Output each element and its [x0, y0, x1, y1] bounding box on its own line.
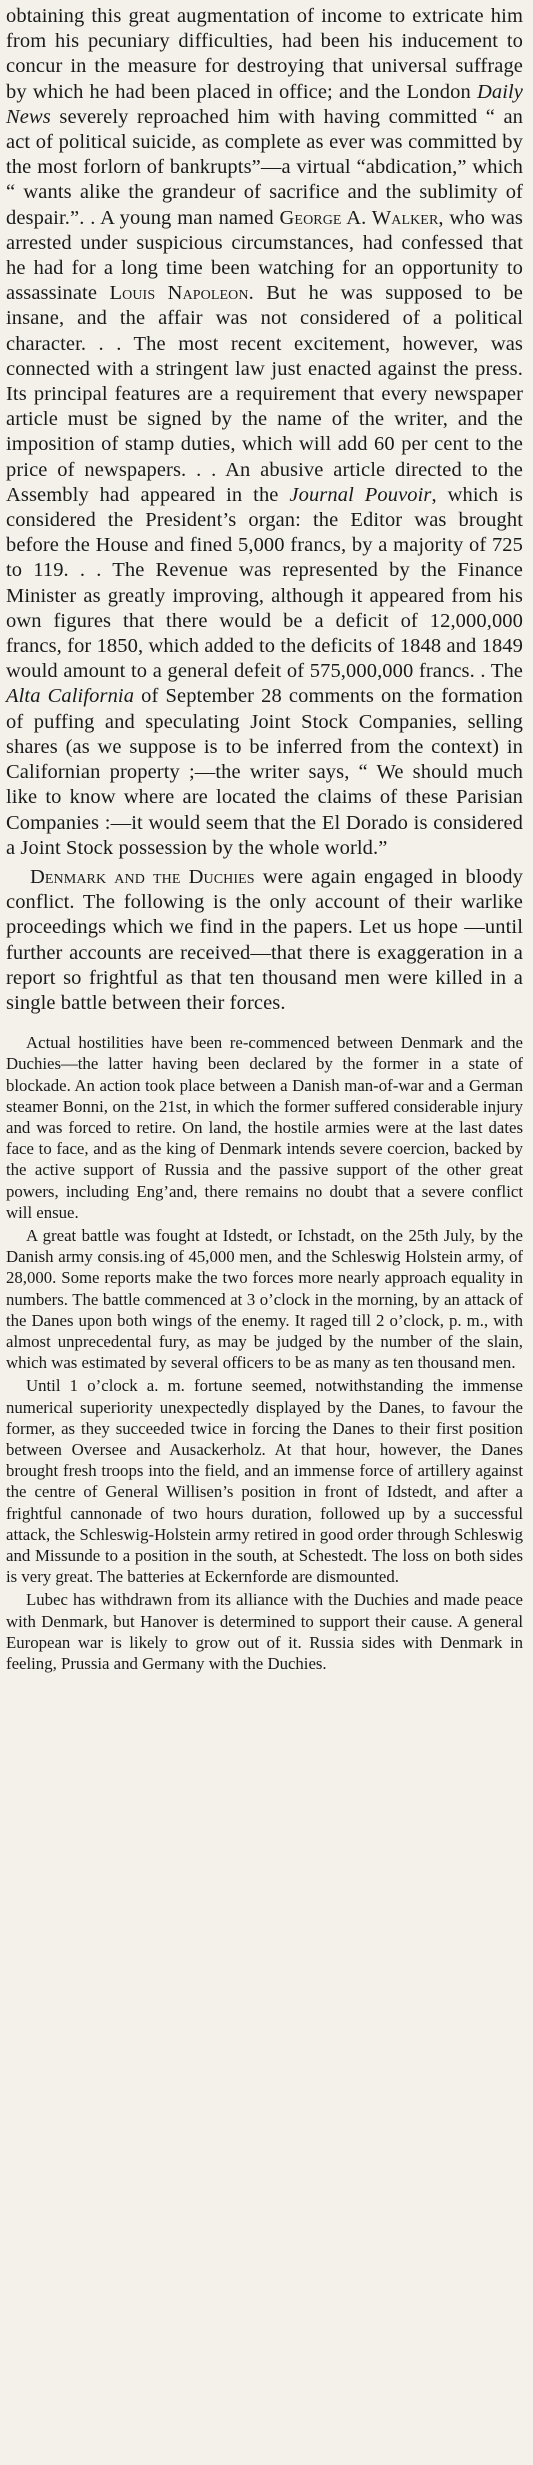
report-paragraph: Actual hostilities have been re-commenced between Denmark and the Duchies—the latter having been declared by the former in a state of blockade. An action took place between a Danish man-of-war and a German steamer Bonni, on the 21st, in which the former suffered considerable injury and was forced to retire. On land, the hostile armies were at the last dates face to face, and as the king of Denmark intends severe coercion, backed by the active support of Russia and the passive support of the other great powers, including Eng’and, there remains no doubt that a severe conflict will ensue.	[6, 1033, 523, 1222]
alta-california-title: Alta California	[6, 685, 135, 708]
text-run: , who was arrested under suspicious circumstances, had confessed that he had for a long time been watching for an opportunity to assassinate	[6, 206, 523, 305]
journal-pouvoir-title: Journal Pouvoir	[289, 483, 432, 506]
text-run: , which is considered the President’s organ: the Editor was brought before the House and fined 5,000 francs, by a majority of 725 to 119. . . The Revenue was represented by the Finance Minister as greatly improving, although it appeared from his own figures that there would be a deficit of 12,000,000 francs, for 1850, which added to the deficits of 1848 and 1849 would amount to a general defeit of 575,000,000 francs. . The	[6, 483, 523, 683]
report-paragraph: A great battle was fought at Idstedt, or Ichstadt, on the 25th July, by the Danish army consis.ing of 45,000 men, and the Schleswig Holstein army, of 28,000. Some reports make the two forces more nearly approach equality in numbers. The battle commenced at 3 o’clock in the morning, by an attack of the Danes upon both wings of the enemy. It raged till 2 o’clock, p. m., with almost unprecedental fury, as may be judged by the number of the slain, which was estimated by several officers to be as many as ten thousand men.	[6, 1225, 523, 1373]
paragraph-denmark	[6, 865, 523, 1016]
quoted-report	[6, 1032, 523, 1674]
paragraph-napoleon	[6, 4, 523, 861]
text-run: were again engaged in bloody conflict. The following is the only account of their warlike proceedings which we find in the papers. Let us hope —until further accounts are received—that there is exaggeration in a report so frightful as that ten thousand men were killed in a single battle between their forces.	[6, 865, 523, 1014]
section-heading-denmark: Denmark and the Duchies	[30, 865, 255, 888]
text-run: . But he was supposed to be insane, and the affair was not considered of a political character. . . The most recent excitement, however, was connected with a stringent law just enacted against the press. Its principal features are a requirement that every newspaper article must be signed by the name of the writer, and the imposition of stamp duties, which will add 60 per cent to the price of newspapers. . . An abusive article directed to the Assembly had appeared in the	[6, 282, 524, 506]
text-run: obtaining this great augmentation of income to extricate him from his pecuniary difficulties, had been his inducement to concur in the measure for destroying that universal suffrage by which he had been placed in office; and the London	[6, 5, 523, 103]
report-paragraph: Until 1 o’clock a. m. fortune seemed, notwithstanding the immense numerical superiority unexpectedly displayed by the Danes, to favour the former, as they succeeded twice in forcing the Danes to their first position between Oversee and Ausackerholz. At that hour, however, the Danes brought fresh troops into the field, and an immense force of artillery against the centre of General Willisen’s position in front of Idstedt, and after a frightful cannonade of two hours duration, followed up by a successful attack, the Schleswig-Holstein army retired in good order through Schleswig and Missunde to a position in the south, at Schestedt. The loss on both sides is very great. The batteries at Eckernforde are dismounted.	[6, 1376, 523, 1587]
name-george-walker: George A. Walker	[279, 206, 439, 229]
text-run: of September 28 comments on the formation of puffing and speculating Joint Stock Companies, selling shares (as we suppose is to be inferred from the context) in Californian property ;—the writer says, “ We should much like to know where are located the claims of these Parisian Companies :—it would seem that the El Dorado is considered a Joint Stock possession by the whole world.”	[6, 685, 523, 859]
name-louis-napoleon: Louis Napoleon	[109, 282, 249, 305]
report-paragraph: Lubec has withdrawn from its alliance with the Duchies and made peace with Denmark, but Hanover is determined to support their cause. A general European war is likely to grow out of it. Russia sides with Denmark in feeling, Prussia and Germany with the Duchies.	[6, 1590, 523, 1674]
daily-news-title: Daily News	[6, 80, 523, 128]
text-run: severely reproached him with having committed “ an act of political suicide, as complete as ever was committed by the most forlorn of bankrupts”—a virtual “abdication,” which “ wants alike the grandeur of sacrifice and the sublimity of despair.”. . A young man named	[6, 105, 523, 229]
